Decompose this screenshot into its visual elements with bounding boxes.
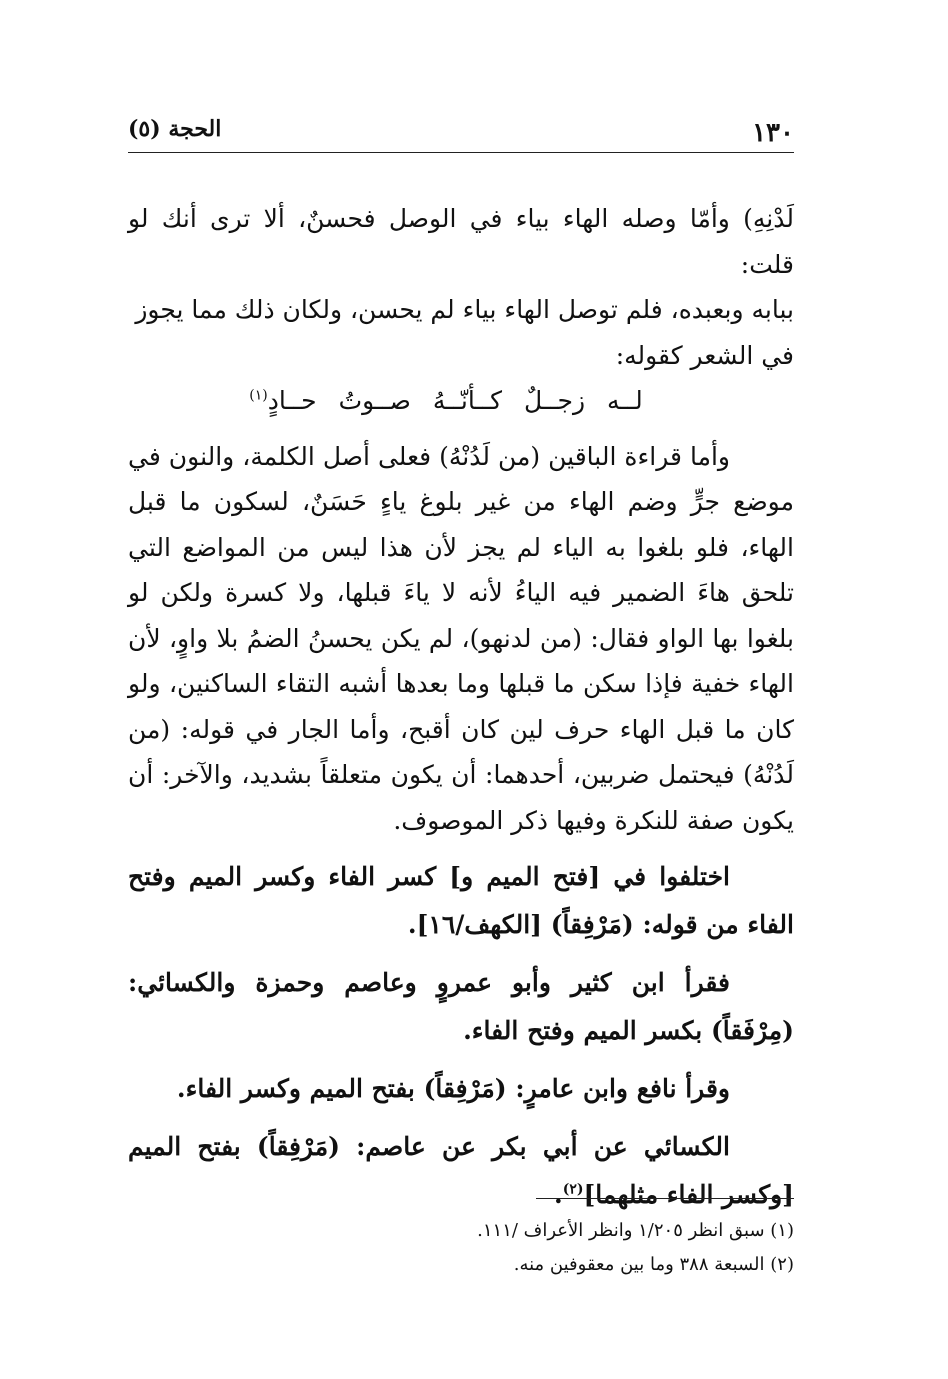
paragraph-1-line-2: ببابه وبعبده، فلم توصل الهاء بياء لم يحسن، ولكان ذلك مما يجوز bbox=[135, 295, 794, 324]
footnote-1: (١) سبق انظر ١/٢٠٥ وانظر الأعراف /١١١. bbox=[477, 1220, 794, 1241]
footnote-2: (٢) السبعة ٣٨٨ وما بين معقوفين منه. bbox=[513, 1254, 794, 1275]
paragraph-5: وقرأ نافع وابن عامرٍ: (مَرْفِقاً) بفتح الميم وكسر الفاء. bbox=[176, 1074, 730, 1103]
page-header bbox=[128, 112, 794, 153]
page-body bbox=[128, 196, 794, 1219]
paragraph-6 bbox=[128, 1123, 794, 1219]
footnote-ref-2: (٢) bbox=[562, 1181, 584, 1198]
paragraph-1 bbox=[128, 196, 794, 378]
verse-text: لــه زجــلٌ كــأنّــهُ صــوتُ حــادٍ bbox=[267, 386, 643, 415]
paragraph-6-end: . bbox=[553, 1180, 563, 1209]
running-title: الحجة (٥) bbox=[128, 116, 222, 142]
footnotes bbox=[128, 1214, 794, 1282]
footnote-ref-1: (١) bbox=[249, 387, 268, 404]
paragraph-4: فقرأ ابن كثير وأبو عمروٍ وعاصم وحمزة والكسائي: (مِرْفَقاً) بكسر الميم وفتح الفاء. bbox=[128, 968, 794, 1045]
paragraph-6-text: الكسائي عن أبي بكر عن عاصم: (مَرْفِقاً) بفتح الميم [وكسر الفاء مثلهما] bbox=[128, 1132, 794, 1209]
footnote-divider bbox=[536, 1198, 794, 1199]
paragraph-3: اختلفوا في [فتح الميم و] كسر الفاء وكسر الميم وفتح الفاء من قوله: (مَرْفِقاً) [الكهف/١٦]. bbox=[128, 862, 794, 939]
page-number: ١٣٠ bbox=[752, 118, 794, 148]
paragraph-2: وأما قراءة الباقين (من لَدُنْهُ) فعلى أصل الكلمة، والنون في موضع جرٍّ وضم الهاء من غير بلوغ ياءٍ حَسَنٌ، لسكون ما قبل الهاء، فلو بلغوا به الياء لم يجز لأن هذا ليس من المواضع التي تلحق هاءَ الضمير فيه الياءُ لأنه لا ياءَ قبلها، ولا كسرة ولكن لو بلغوا بها الواو فقال: (من لدنهو)، لم يكن يحسنُ الضمُ بلا واوٍ، لأن الهاء خفية فإذا سكن ما قبلها وما بعدها أشبه التقاء الساكنين، ولو كان ما قبل الهاء حرف لين كان أقبح، وأما الجار في قوله: (من لَدُنْهُ) فيحتمل ضربين، أحدهما: أن يكون متعلقاً بشديد، والآخر: أن يكون صفة للنكرة وفيها ذكر الموصوف. bbox=[128, 441, 794, 835]
poetry-verse bbox=[128, 378, 794, 424]
paragraph-1-line-3: في الشعر كقوله: bbox=[615, 340, 794, 370]
paragraph-1-line-1: لَدْنِهِ) وأمّا وصله الهاء بياء في الوصل فحسنٌ، ألا ترى أنك لو قلت: bbox=[128, 204, 794, 279]
